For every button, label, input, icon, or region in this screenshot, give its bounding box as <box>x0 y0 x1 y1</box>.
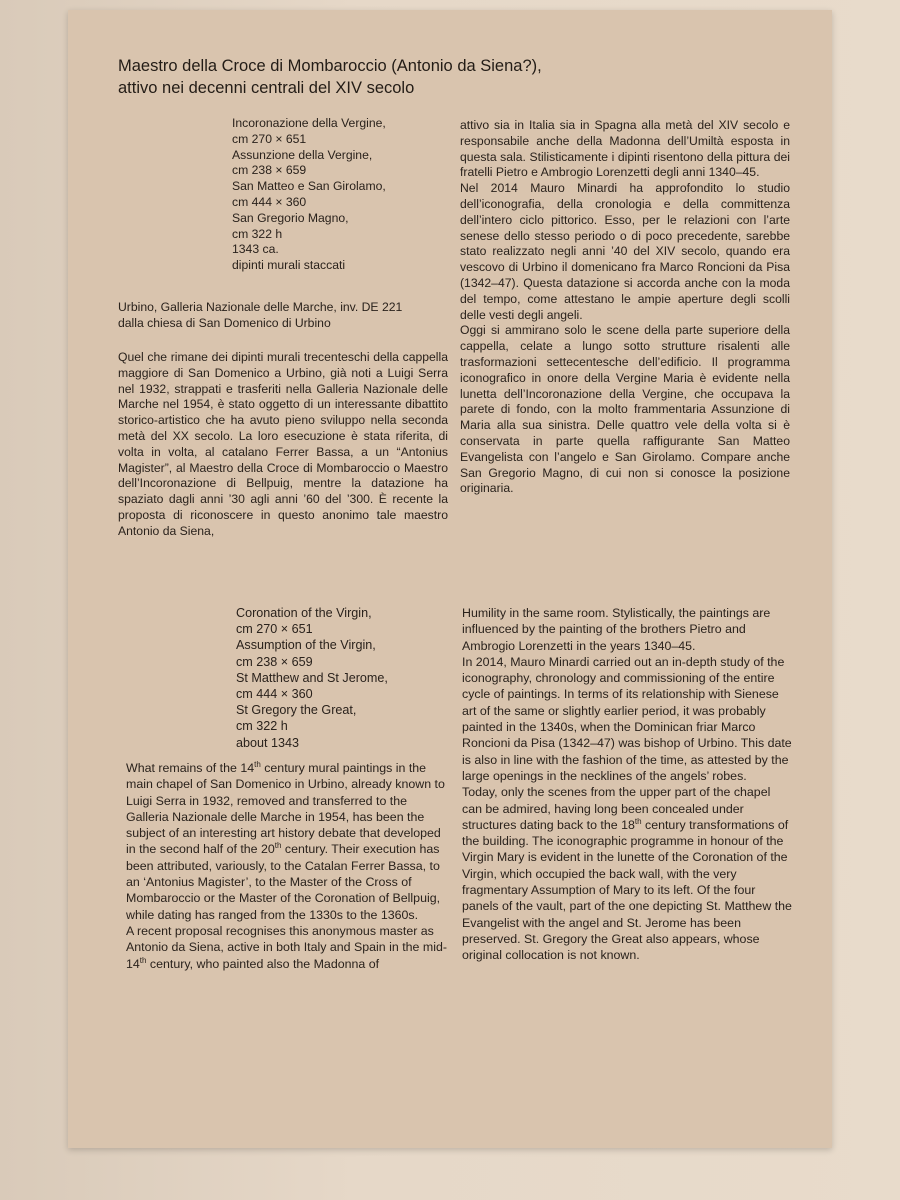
artwork-dimensions: cm 322 h <box>236 719 288 734</box>
artwork-dimensions: cm 238 × 659 <box>236 654 313 669</box>
artwork-title: St Gregory the Great, <box>236 703 357 718</box>
italian-paragraph: Nel 2014 Mauro Minardi ha approfondito lo studio dell’iconografia, della cronologia e della committenza dell’intero ciclo pittorico. Esso, per le relazioni con l’arte senese dello stesso periodo o di poco precedente, sarebbe stato realizzato negli anni ’40 del XIV secolo, quando era vescovo di Urbino il domenicano fra Marco Roncioni da Pisa (1342–47). Questa datazione si accorda anche con la moda del tempo, come attestano le ampie aperture degli scolli delle vesti degli angeli. <box>460 181 790 322</box>
english-text-column-right <box>462 605 792 964</box>
artwork-title: Assumption of the Virgin, <box>236 638 376 653</box>
artwork-title: San Gregorio Magno, <box>232 210 349 225</box>
artwork-title: Coronation of the Virgin, <box>236 606 372 620</box>
artwork-title: Assunzione della Vergine, <box>232 147 373 162</box>
italian-text-column-right <box>460 118 790 497</box>
artwork-dimensions: cm 322 h <box>232 226 283 241</box>
italian-text-column-left <box>118 350 448 540</box>
english-paragraph: What remains of the 14th century mural paintings in the main chapel of San Domenico in Urbino, already known to Luigi Serra in 1932, removed and transferred to the Galleria Nazionale delle Marche in 1954, has been the subject of an interesting art history debate that developed in the second half of the 20th century. Their execution has been attributed, variously, to the Catalan Ferrer Bassa, to an ‘Antonius Magister’, to the Master of the Cross of Mombaroccio or the Master of the Coronation of Bellpuig, while dating has ranged from the 1330s to the 1360s. <box>126 759 445 922</box>
artwork-dimensions: cm 444 × 360 <box>236 687 313 702</box>
english-paragraph: In 2014, Mauro Minardi carried out an in-depth study of the iconography, chronology and commissioning of the entire cycle of paintings. In terms of its relationship with Sienese art of the same or slightly earlier period, it was probably painted in the 1340s, when the Dominican friar Marco Roncioni da Pisa (1342–47) was bishop of Urbino. This date is also in line with the fashion of the time, as attested by the large openings in the necklines of the angels’ robes. <box>462 654 792 783</box>
provenance-line: dalla chiesa di San Domenico di Urbino <box>118 315 331 330</box>
english-paragraph: A recent proposal recognises this anonymous master as Antonio da Siena, active in both Italy and Spain in the mid-14th century, who painted also the Madonna of <box>126 923 447 971</box>
artwork-title: San Matteo e San Girolamo, <box>232 179 386 194</box>
artwork-dimensions: cm 238 × 659 <box>232 163 307 178</box>
artist-heading-line1: Maestro della Croce di Mombaroccio (Antonio da Siena?), <box>118 57 542 75</box>
italian-artwork-list <box>232 116 452 274</box>
artist-heading-line2: attivo nei decenni centrali del XIV secolo <box>118 79 415 97</box>
english-artwork-list <box>236 605 456 751</box>
artwork-dimensions: cm 270 × 651 <box>232 131 307 146</box>
location-line: Urbino, Galleria Nazionale delle Marche, inv. DE 221 <box>118 300 403 314</box>
artwork-medium: dipinti murali staccati <box>232 258 346 273</box>
italian-paragraph: Oggi si ammirano solo le scene della parte superiore della cappella, celate a lungo sotto strutture risalenti alle trasformazioni settecentesche dell’edificio. Il programma iconografico in onore della Vergine Maria è evidente nella lunetta dell’Incoronazione della Vergine, che occupava la parete di fondo, con la molto frammentaria Assunzione di Maria alla sua sinistra. Delle quattro vele della volta si è conservata in parte quella raffigurante San Matteo Evangelista con l’angelo e San Girolamo. Compare anche San Gregorio Magno, di cui non si conosce la posizione originaria. <box>460 323 790 496</box>
artwork-date: about 1343 <box>236 735 300 750</box>
artwork-title: St Matthew and St Jerome, <box>236 670 388 685</box>
english-paragraph: Today, only the scenes from the upper part of the chapel can be admired, having long been concealed under structures dating back to the 18th century transformations of the building. The iconographic programme in honour of the Virgin Mary is evident in the lunette of the Coronation of the Virgin, which occupied the back wall, with the very fragmentary Assumption of Mary to its left. Of the four panels of the vault, part of the one depicting St. Matthew the Evangelist with the angel and St. Jerome has been preserved. St. Gregory the Great also appears, whose original collocation is not known. <box>462 785 792 963</box>
artwork-title: Incoronazione della Vergine, <box>232 116 386 130</box>
artist-heading <box>118 55 542 99</box>
english-paragraph: Humility in the same room. Stylistically, the paintings are influenced by the painting of the brothers Pietro and Ambrogio Lorenzetti in the years 1340–45. <box>462 606 771 653</box>
artwork-date: 1343 ca. <box>232 242 279 257</box>
italian-paragraph: Quel che rimane dei dipinti murali trecenteschi della cappella maggiore di San Domenico a Urbino, già noti a Luigi Serra nel 1932, strappati e trasferiti nella Galleria Nazionale delle Marche nel 1954, è stato oggetto di un interessante dibattito storico-artistico che ha avuto pieno sviluppo nella seconda metà del XX secolo. La loro esecuzione è stata riferita, di volta in volta, al catalano Ferrer Bassa, a un “Antonius Magister”, al Maestro della Croce di Mombaroccio o Maestro dell’Incoronazione di Bellpuig, mentre la datazione ha spaziato dagli anni ’30 agli anni ’60 del ’300. È recente la proposta di riconoscere in questo anonimo tale maestro Antonio da Siena, <box>118 350 448 538</box>
italian-location <box>118 300 448 332</box>
museum-label-panel <box>68 10 832 1148</box>
english-text-column-left <box>126 760 450 972</box>
artwork-dimensions: cm 270 × 651 <box>236 622 313 637</box>
artwork-dimensions: cm 444 × 360 <box>232 194 307 209</box>
italian-paragraph: attivo sia in Italia sia in Spagna alla metà del XIV secolo e responsabile anche della Madonna dell’Umiltà esposta in questa sala. Stilisticamente i dipinti risentono della pittura dei fratelli Pietro e Ambrogio Lorenzetti degli anni 1340–45. <box>460 118 790 180</box>
